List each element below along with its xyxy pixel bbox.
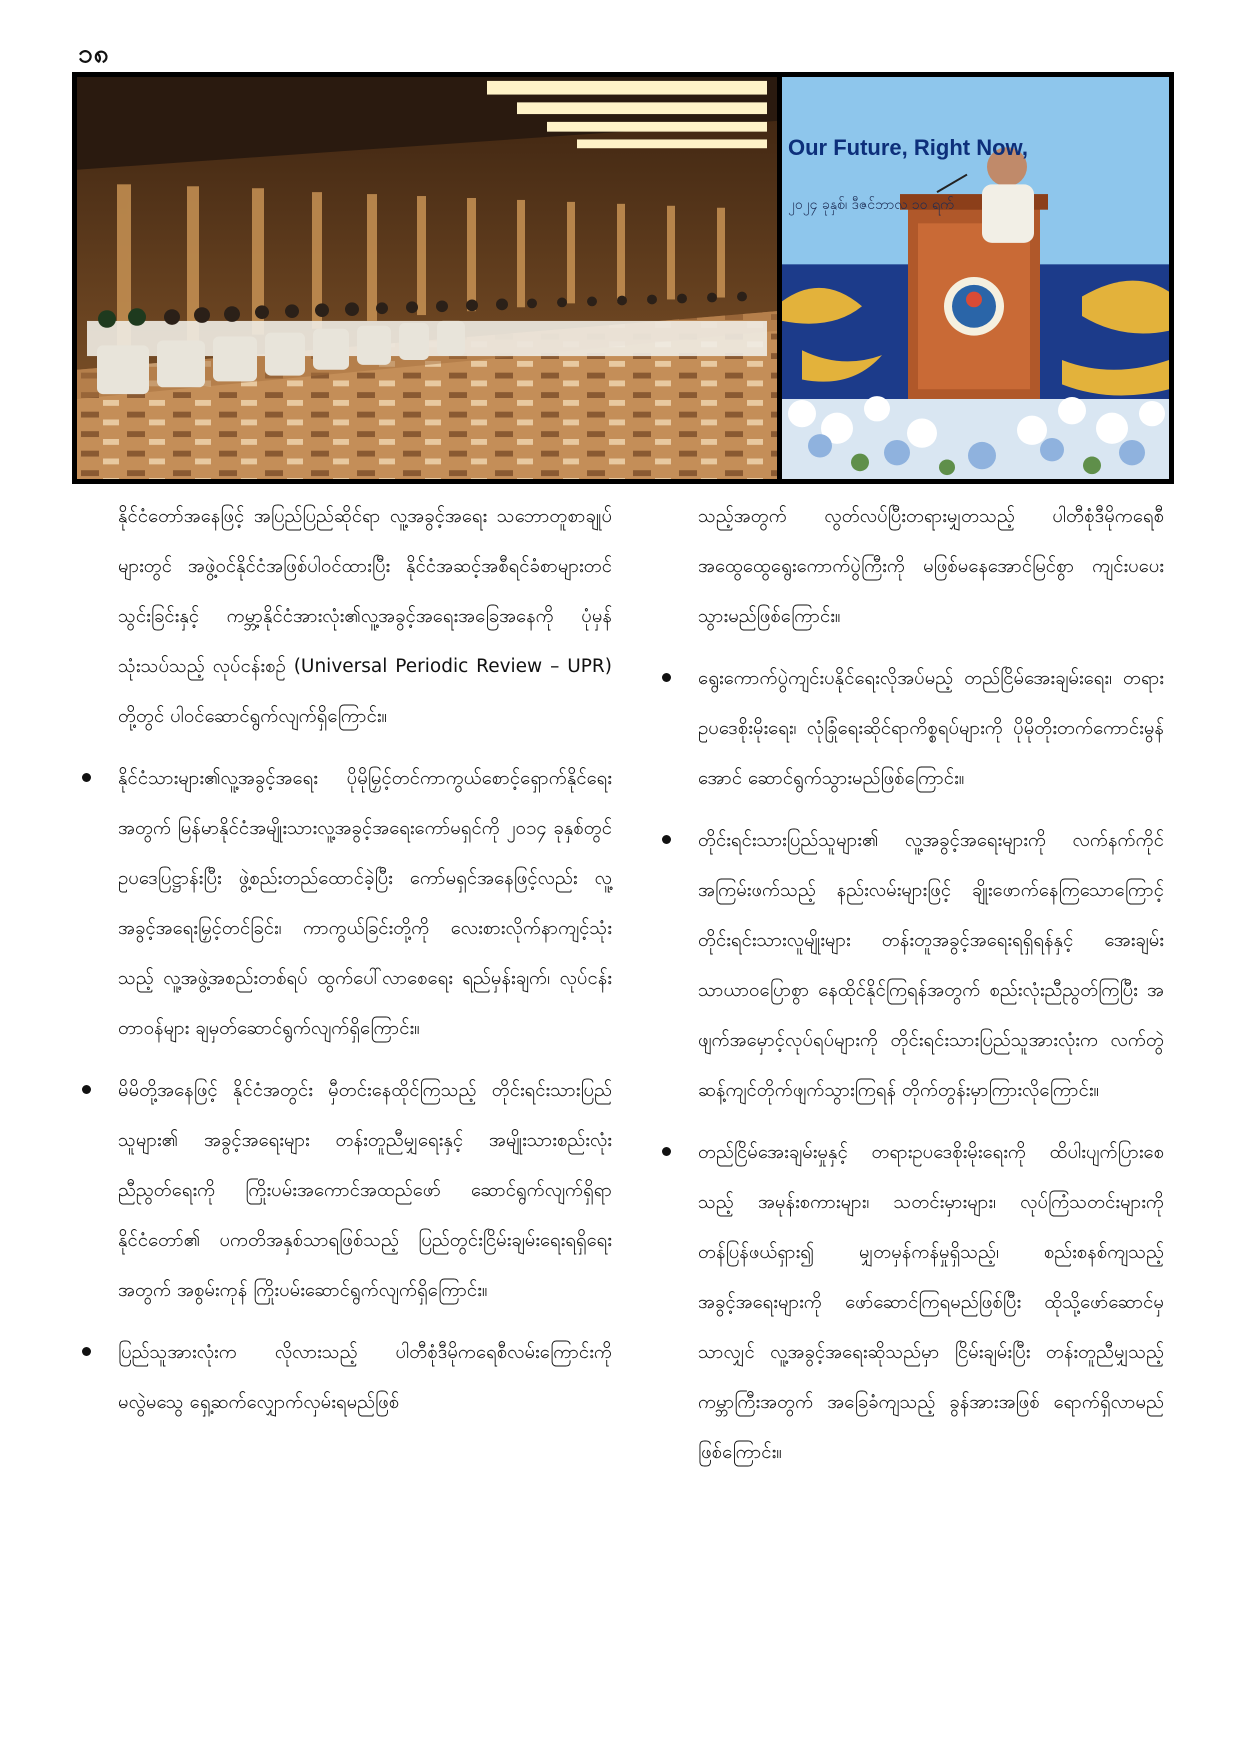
bullet-text: တိုင်းရင်းသားပြည်သူများ၏ လူ့အခွင့်အရေးများကို လက်နက်ကိုင်အကြမ်းဖက်သည့် နည်းလမ်းများဖြင့် ချိုးဖောက်နေကြသောကြောင့် တိုင်းရင်းသားလူမျိုးများ တန်းတူအခွင့်အရေးရရှိရန်နှင့် အေးချမ်းသာယာဝပြောစွာ နေထိုင်နိုင်ကြရန်အတွက် စည်းလုံးညီညွတ်ကြပြီး အဖျက်အမှောင့်လုပ်ရပ်များကို တိုင်းရင်းသားပြည်သူအားလုံးက လက်တွဲဆန့်ကျင်တိုက်ဖျက်သွားကြရန် တိုက်တွန်းမှာကြားလိုကြောင်း။ (698, 830, 1164, 1101)
bullet-text: မိမိတို့အနေဖြင့် နိုင်ငံအတွင်း မှီတင်းနေထိုင်ကြသည့် တိုင်းရင်းသားပြည်သူများ၏ အခွင့်အရေးများ တန်းတူညီမျှရေးနှင့် အမျိုးသားစည်းလုံးညီညွတ်ရေးကို ကြိုးပမ်းအကောင်အထည်ဖော် ဆောင်ရွက်လျက်ရှိရာ နိုင်ငံတော်၏ ပကတိအနှစ်သာရဖြစ်သည့် ပြည်တွင်းငြိမ်းချမ်းရေးရရှိရေးအတွက် အစွမ်းကုန် ကြိုးပမ်းဆောင်ရွက်လျက်ရှိကြောင်း။ (118, 1080, 612, 1301)
bullet-dot (82, 1085, 91, 1094)
page-number: ၁၈ (78, 39, 110, 69)
bullet-dot (662, 1147, 671, 1156)
bullet-item (662, 816, 1164, 1116)
banner-date: ၂၀၂၄ ခုနှစ်၊ ဒီဇင်ဘာလ ၁၀ ရက် (788, 197, 954, 213)
bullet-text: ပြည်သူအားလုံးက လိုလားသည့် ပါတီစုံဒီမိုကရေစီလမ်းကြောင်းကို မလွဲမသွေ ရှေ့ဆက်လျှောက်လှမ်းရမည်ဖြစ် (118, 1342, 612, 1413)
bullet-item (662, 654, 1164, 804)
bullet-item (82, 1328, 612, 1428)
right-column (662, 492, 1164, 1478)
bullet-dot (82, 1347, 91, 1356)
bullet-text: ရွေးကောက်ပွဲကျင်းပနိုင်ရေးလိုအပ်မည့် တည်ငြိမ်အေးချမ်းရေး၊ တရားဥပဒေစိုးမိုးရေး၊ လုံခြုံရေးဆိုင်ရာကိစ္စရပ်များကို ပိုမိုတိုးတက်ကောင်းမွန်အောင် ဆောင်ရွက်သွားမည်ဖြစ်ကြောင်း။ (698, 668, 1164, 789)
photo-strip (72, 72, 1174, 484)
bullet-dot (662, 835, 671, 844)
conference-hall-image (77, 77, 777, 479)
bullet-item (82, 754, 612, 1054)
intro-paragraph: နိုင်ငံတော်အနေဖြင့် အပြည်ပြည်ဆိုင်ရာ လူ့အခွင့်အရေး သဘောတူစာချုပ်များတွင် အဖွဲ့ဝင်နိုင်ငံအဖြစ်ပါဝင်ထားပြီး နိုင်ငံအဆင့်အစီရင်ခံစာများတင်သွင်းခြင်းနှင့် ကမ္ဘာ့နိုင်ငံအားလုံး၏လူ့အခွင့်အရေးအခြေအနေကို ပုံမှန်သုံးသပ်သည့် လုပ်ငန်းစဉ် (Universal Periodic Review – UPR) တို့တွင် ပါဝင်ဆောင်ရွက်လျက်ရှိကြောင်း။ (118, 506, 612, 727)
conference-hall-photo (77, 77, 777, 479)
left-column (82, 492, 612, 1428)
bullet-item (82, 1066, 612, 1316)
continuation-paragraph: သည့်အတွက် လွတ်လပ်ပြီးတရားမျှတသည့် ပါတီစုံဒီမိုကရေစီ အထွေထွေရွေးကောက်ပွဲကြီးကို မဖြစ်မနေအောင်မြင်စွာ ကျင်းပပေးသွားမည်ဖြစ်ကြောင်း။ (698, 506, 1164, 627)
podium-speech-photo (782, 77, 1169, 479)
bullet-text: နိုင်ငံသားများ၏လူ့အခွင့်အရေး ပိုမိုမြှင့်တင်ကာကွယ်စောင့်ရှောက်နိုင်ရေးအတွက် မြန်မာနိုင်ငံအမျိုးသားလူ့အခွင့်အရေးကော်မရှင်ကို ၂၀၁၄ ခုနှစ်တွင် ဥပဒေပြဋ္ဌာန်းပြီး ဖွဲ့စည်းတည်ထောင်ခဲ့ပြီး ကော်မရှင်အနေဖြင့်လည်း လူ့အခွင့်အရေးမြှင့်တင်ခြင်း၊ ကာကွယ်ခြင်းတို့ကို လေးစားလိုက်နာကျင့်သုံးသည့် လူ့အဖွဲ့အစည်းတစ်ရပ် ထွက်ပေါ်လာစေရေး ရည်မှန်းချက်၊ လုပ်ငန်းတာဝန်များ ချမှတ်ဆောင်ရွက်လျက်ရှိကြောင်း။ (118, 768, 612, 1039)
bullet-dot (82, 773, 91, 782)
banner-slogan: Our Future, Right Now, (788, 135, 1028, 160)
bullet-item (662, 1128, 1164, 1478)
article-body (82, 492, 1164, 1672)
bullet-text: တည်ငြိမ်အေးချမ်းမှုနှင့် တရားဥပဒေစိုးမိုးရေးကို ထိပါးပျက်ပြားစေသည့် အမုန်းစကားများ၊ သတင်းမှားများ၊ လုပ်ကြံသတင်းများကို တန်ပြန်ဖယ်ရှား၍ မျှတမှန်ကန်မှုရှိသည့်၊ စည်းစနစ်ကျသည့် အခွင့်အရေးများကို ဖော်ဆောင်ကြရမည်ဖြစ်ပြီး ထိုသို့ဖော်ဆောင်မှသာလျှင် လူ့အခွင့်အရေးဆိုသည်မှာ ငြိမ်းချမ်းပြီး တန်းတူညီမျှသည့် ကမ္ဘာကြီးအတွက် အခြေခံကျသည့် ခွန်အားအဖြစ် ရောက်ရှိလာမည်ဖြစ်ကြောင်း။ (698, 1142, 1164, 1463)
bullet-dot (662, 673, 671, 682)
